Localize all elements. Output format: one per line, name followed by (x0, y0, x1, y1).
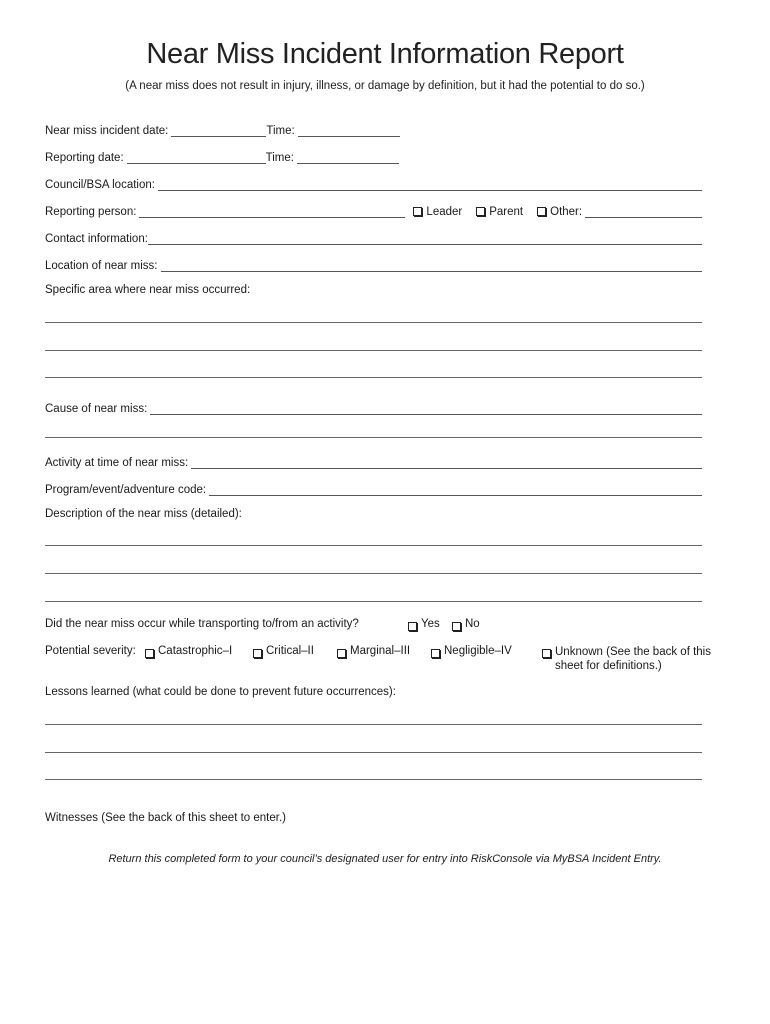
reporting-time-field[interactable] (297, 151, 399, 164)
incident-date-field[interactable] (171, 124, 266, 137)
cause-line[interactable] (45, 437, 702, 438)
severity-marginal-checkbox[interactable] (337, 645, 410, 660)
footer-instructions: Return this completed form to your council’s designated user for entry into RiskConsole via MyBSA Incident Entry. (108, 853, 662, 865)
checkbox-icon (408, 622, 417, 631)
program-code-field[interactable] (209, 483, 702, 496)
severity-negligible-checkbox[interactable] (431, 645, 512, 660)
other-field[interactable] (585, 205, 702, 218)
lessons-line[interactable] (45, 724, 702, 725)
cause-row (45, 399, 702, 415)
contact-row (45, 229, 702, 245)
reporting-date-label: Reporting date: (45, 152, 124, 164)
reporting-date-row (45, 148, 702, 164)
checkbox-icon (253, 649, 262, 658)
specific-area-line[interactable] (45, 350, 702, 351)
activity-label: Activity at time of near miss: (45, 457, 189, 469)
activity-field[interactable] (191, 456, 702, 469)
program-code-row (45, 480, 702, 496)
checkbox-icon (452, 622, 461, 631)
description-line[interactable] (45, 573, 702, 574)
severity-critical-checkbox[interactable] (253, 645, 314, 660)
yes-label: Yes (421, 618, 440, 630)
transport-question: Did the near miss occur while transporting to/from an activity? (45, 618, 359, 630)
severity-option-label: Unknown (See the back of this sheet for definitions.) (555, 646, 711, 672)
description-label: Description of the near miss (detailed): (45, 508, 242, 520)
cause-label: Cause of near miss: (45, 403, 148, 415)
cause-field[interactable] (150, 402, 702, 415)
incident-date-row (45, 121, 702, 137)
transport-no-checkbox[interactable] (452, 618, 480, 633)
checkbox-icon (537, 207, 546, 216)
reporting-person-row (45, 202, 702, 218)
council-field[interactable] (158, 178, 702, 191)
no-label: No (465, 618, 480, 630)
lessons-label: Lessons learned (what could be done to prevent future occurrences): (45, 686, 396, 698)
specific-area-line[interactable] (45, 322, 702, 323)
severity-option-label: Catastrophic–I (158, 645, 233, 657)
page-title: Near Miss Incident Information Report (146, 38, 624, 70)
checkbox-icon (476, 207, 485, 216)
incident-time-label: Time: (266, 125, 295, 137)
lessons-line[interactable] (45, 779, 702, 780)
checkbox-icon (431, 649, 440, 658)
activity-row (45, 453, 702, 469)
incident-date-label: Near miss incident date: (45, 125, 169, 137)
checkbox-icon (145, 649, 154, 658)
severity-catastrophic-checkbox[interactable] (145, 645, 232, 660)
parent-label: Parent (489, 206, 524, 218)
council-label: Council/BSA location: (45, 179, 155, 191)
council-row (45, 175, 702, 191)
transport-yes-checkbox[interactable] (408, 618, 440, 633)
parent-checkbox[interactable] (476, 206, 523, 218)
specific-area-label: Specific area where near miss occurred: (45, 284, 251, 296)
location-row (45, 256, 702, 272)
severity-option-label: Marginal–III (350, 645, 411, 657)
checkbox-icon (542, 649, 551, 658)
reporting-person-label: Reporting person: (45, 206, 137, 218)
contact-label: Contact information: (45, 233, 148, 245)
contact-field[interactable] (148, 232, 702, 245)
description-line[interactable] (45, 545, 702, 546)
reporting-date-field[interactable] (127, 151, 266, 164)
specific-area-line[interactable] (45, 377, 702, 378)
other-label: Other: (550, 206, 583, 218)
lessons-line[interactable] (45, 752, 702, 753)
other-checkbox[interactable] (537, 206, 585, 218)
leader-checkbox[interactable] (413, 206, 462, 218)
severity-unknown-checkbox[interactable] (542, 645, 722, 673)
program-code-label: Program/event/adventure code: (45, 484, 207, 496)
location-field[interactable] (161, 259, 702, 272)
page-subtitle: (A near miss does not result in injury, illness, or damage by definition, but it had the potential to do so.) (125, 80, 645, 92)
description-line[interactable] (45, 601, 702, 602)
severity-label: Potential severity: (45, 645, 136, 657)
reporting-person-field[interactable] (139, 205, 405, 218)
location-label: Location of near miss: (45, 260, 158, 272)
witnesses-label: Witnesses (See the back of this sheet to enter.) (45, 812, 286, 824)
incident-time-field[interactable] (298, 124, 400, 137)
severity-option-label: Critical–II (266, 645, 314, 657)
leader-label: Leader (426, 206, 463, 218)
checkbox-icon (413, 207, 422, 216)
severity-option-label: Negligible–IV (444, 645, 512, 657)
reporting-time-label: Time: (265, 152, 294, 164)
checkbox-icon (337, 649, 346, 658)
